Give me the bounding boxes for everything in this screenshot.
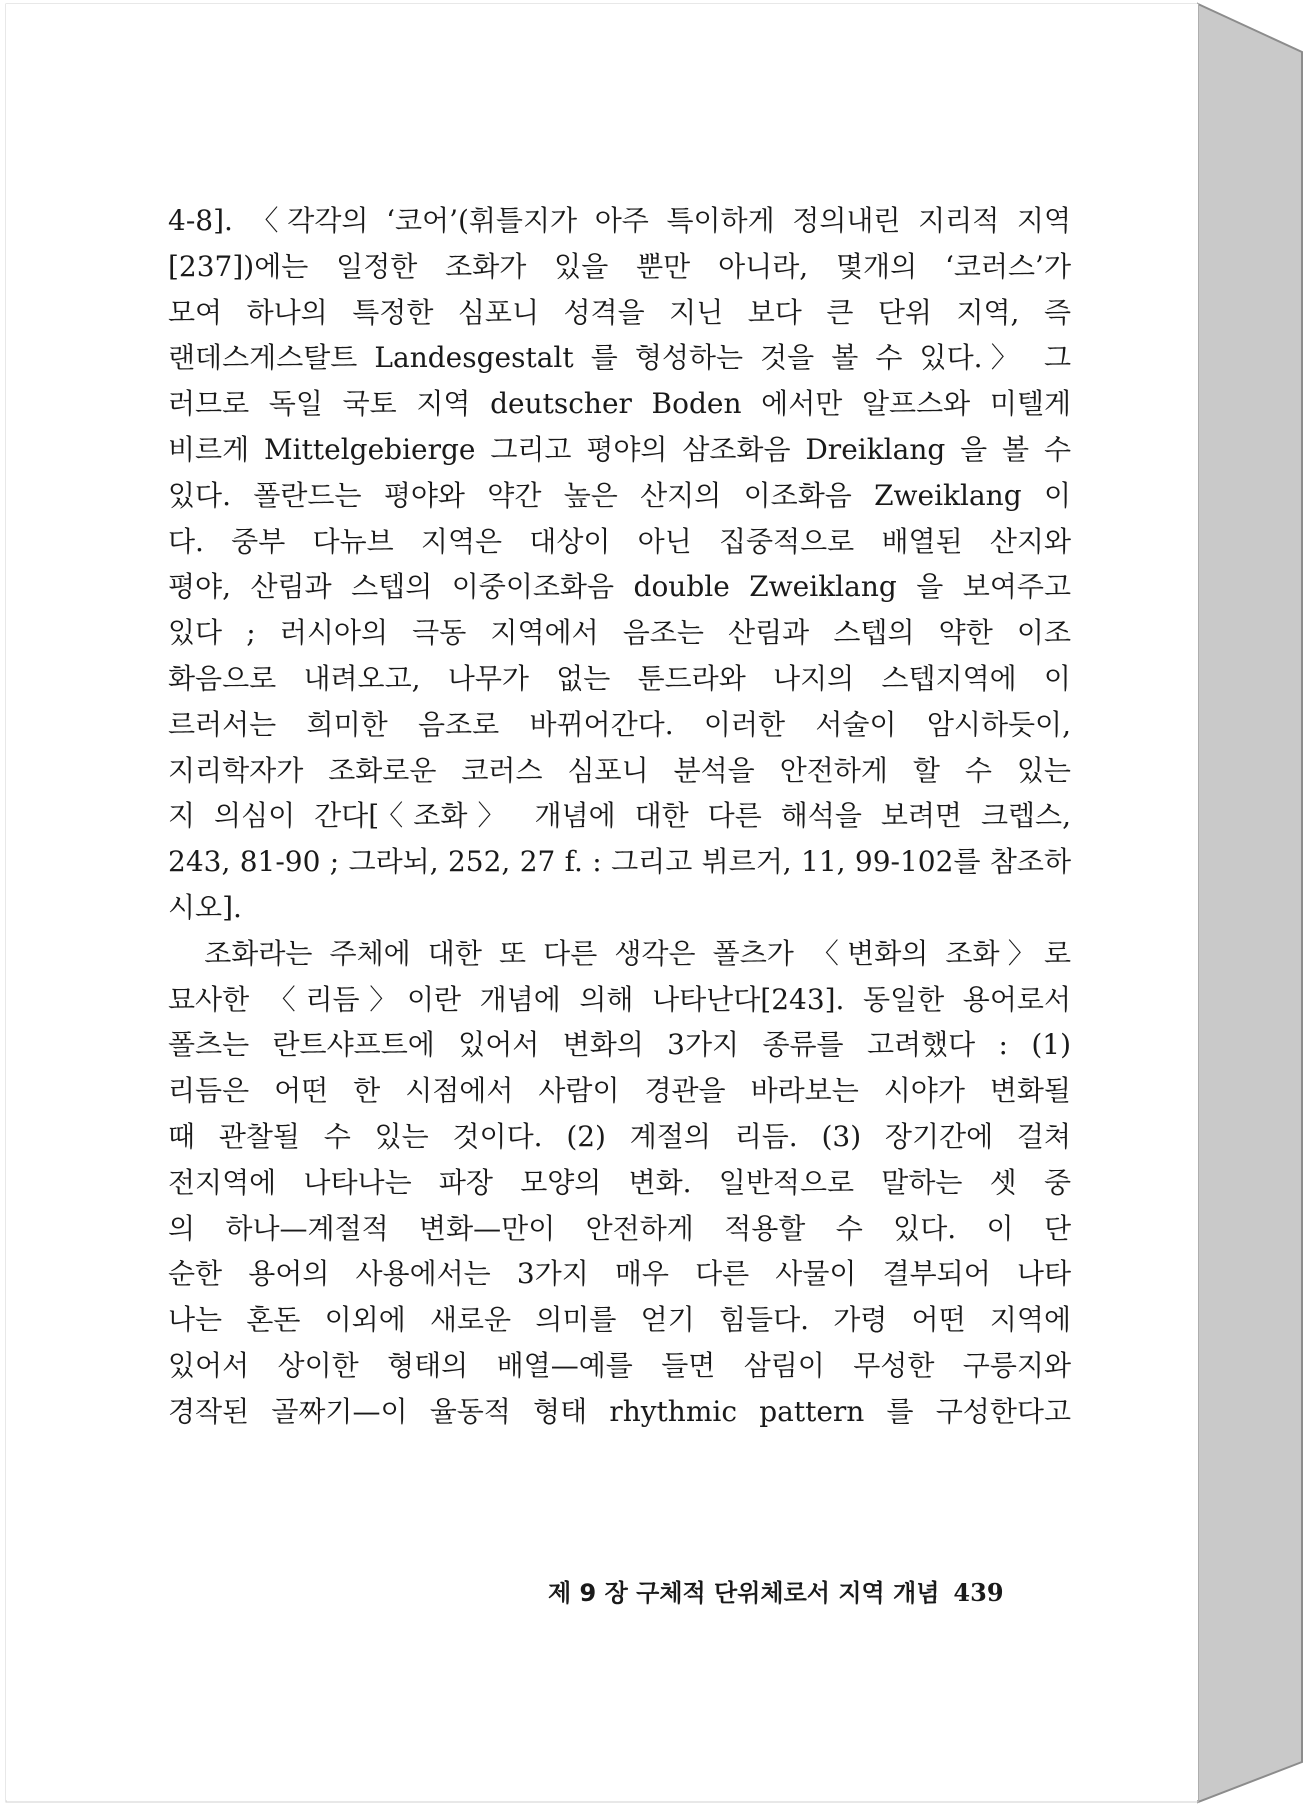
text-line-17: 조화라는 주체에 대한 또 다른 생각은 폴츠가 〈변화의 조화〉로	[168, 936, 1071, 970]
text-line-26: 있어서 상이한 형태의 배열—예를 들면 삼림이 무성한 구릉지와	[168, 1348, 1071, 1382]
page-number: 439	[953, 1578, 1004, 1607]
text-line-23: 의 하나—계절적 변화—만이 안전하게 적용할 수 있다. 이 단	[168, 1211, 1071, 1245]
text-line-25: 나는 혼돈 이외에 새로운 의미를 얻기 힘들다. 가령 어떤 지역에	[168, 1303, 1071, 1337]
text-line-1: 4-8]. 〈각각의 ‘코어’(휘틀지가 아주 특이하게 정의내린 지리적 지역	[168, 204, 1071, 237]
text-line-11: 화음으로 내려오고, 나무가 없는 툰드라와 나지의 스텝지역에 이	[168, 661, 1071, 695]
text-line-20: 리듬은 어떤 한 시점에서 사람이 경관을 바라보는 시야가 변화될	[168, 1074, 1071, 1108]
text-line-6: 비르게 Mittelgebierge 그리고 평야의 삼조화음 Dreiklang 을 볼 수	[168, 432, 1071, 466]
text-line-24: 순한 용어의 사용에서는 3가지 매우 다른 사물이 결부되어 나타	[168, 1257, 1071, 1291]
text-line-7: 있다. 폴란드는 평야와 약간 높은 산지의 이조화음 Zweiklang 이	[168, 478, 1071, 512]
text-line-22: 전지역에 나타나는 파장 모양의 변화. 일반적으로 말하는 셋 중	[168, 1165, 1071, 1199]
text-line-15: 243, 81-90 ; 그라뇌, 252, 27 f. : 그리고 뷔르거, 11, 99-102를 참조하	[168, 845, 1071, 879]
body-text	[168, 198, 1071, 1435]
text-line-13: 지리학자가 조화로운 코러스 심포니 분석을 안전하게 할 수 있는	[168, 753, 1071, 787]
text-line-12: 르러서는 희미한 음조로 바뀌어간다. 이러한 서술이 암시하듯이,	[168, 707, 1071, 741]
page-footer	[548, 1573, 1048, 1613]
text-line-18: 묘사한 〈리듬〉이란 개념에 의해 나타난다[243]. 동일한 용어로서	[168, 982, 1071, 1016]
text-line-14: 지 의심이 간다[〈조화〉 개념에 대한 다른 해석을 보려면 크렙스,	[168, 799, 1071, 833]
text-line-2: [237])에는 일정한 조화가 있을 뿐만 아니라, 몇개의 ‘코러스’가	[168, 249, 1071, 283]
text-line-19: 폴츠는 란트샤프트에 있어서 변화의 3가지 종류를 고려했다 : (1)	[168, 1028, 1071, 1062]
text-line-5: 러므로 독일 국토 지역 deutscher Boden 에서만 알프스와 미텔게	[168, 387, 1071, 421]
text-line-9: 평야, 산림과 스텝의 이중이조화음 double Zweiklang 을 보여주고	[168, 570, 1071, 604]
text-line-16: 시오].	[168, 890, 242, 924]
text-line-27: 경작된 골짜기—이 율동적 형태 rhythmic pattern 를 구성한다고	[168, 1394, 1071, 1428]
book-side-edge	[1198, 4, 1302, 1802]
text-line-8: 다. 중부 다뉴브 지역은 대상이 아닌 집중적으로 배열된 산지와	[168, 524, 1071, 558]
text-line-10: 있다 ; 러시아의 극동 지역에서 음조는 산림과 스텝의 약한 이조	[168, 616, 1071, 650]
text-line-21: 때 관찰될 수 있는 것이다. (2) 계절의 리듬. (3) 장기간에 걸쳐	[168, 1119, 1071, 1153]
text-line-3: 모여 하나의 특정한 심포니 성격을 지닌 보다 큰 단위 지역, 즉	[168, 295, 1071, 329]
text-line-4: 랜데스게스탈트 Landesgestalt 를 형성하는 것을 볼 수 있다.〉 그	[168, 341, 1071, 375]
running-head: 제 9 장 구체적 단위체로서 지역 개념	[548, 1579, 940, 1607]
